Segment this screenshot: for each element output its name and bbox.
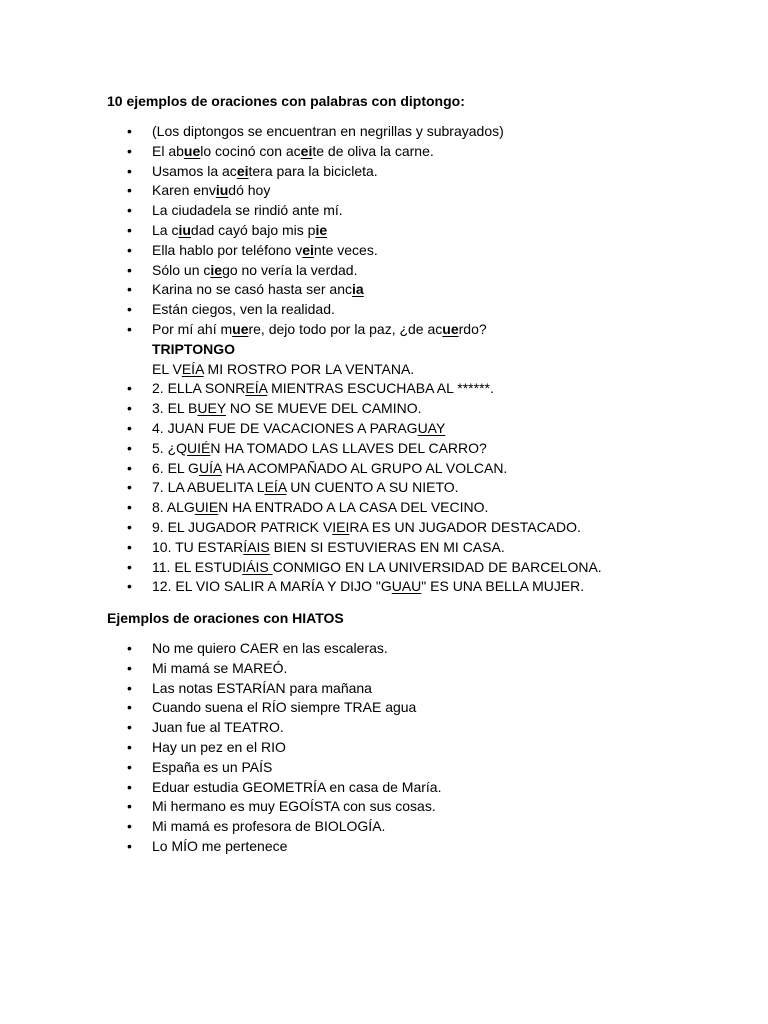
text-segment: EL V [152,360,182,377]
text-segment: 11. EL ESTUD [152,558,243,575]
text-segment: 3. EL B [152,400,198,417]
text-segment: (Los diptongos se encuentran en negrillas y subrayados) [152,123,504,139]
triptongo-item [152,497,488,517]
triptongo-item [152,438,487,458]
text-segment: 10. TU ESTAR [152,538,244,555]
diptongo-item [152,200,343,220]
diptongo-item [152,240,378,260]
bullet-marker: • [127,659,132,676]
hiatos-title: Ejemplos de oraciones con HIATOS [107,610,344,626]
text-segment: UN CUENTO A SU NIETO. [286,479,459,496]
highlighted-segment: UIE [194,499,219,516]
bullet-marker: • [127,798,132,815]
text-segment: dó hoy [228,182,271,199]
triptongo-item-first [152,359,414,379]
bullet-marker: • [127,182,132,199]
highlighted-segment: ÍAIS [243,538,270,555]
bullet-marker: • [127,241,132,258]
bullet-marker: • [127,439,132,456]
highlighted-segment: UEY [197,400,226,417]
bullet-marker: • [127,719,132,736]
triptongo-item [152,537,505,557]
bullet-marker: • [127,640,132,656]
text-segment: 8. ALG [152,499,195,516]
hiato-item: Juan fue al TEATRO. [152,719,284,736]
highlighted-segment: ue [183,142,201,159]
bullet-marker: • [127,162,132,179]
diptongo-item [152,121,504,141]
bullet-marker: • [127,301,132,318]
text-segment: Sólo un c [152,261,211,278]
diptongo-item [152,180,270,200]
highlighted-segment: IÁIS [242,558,273,575]
hiato-item: Hay un pez en el RIO [152,739,286,755]
text-segment: 6. EL G [152,459,199,476]
bullet-marker: • [127,202,132,219]
text-segment: 7. LA ABUELITA L [152,479,265,496]
triptongo-item [152,557,602,577]
text-segment: lo cocinó con ac [200,142,301,159]
highlighted-segment: EÍA [264,479,287,496]
bullet-marker: • [127,281,132,298]
highlighted-segment: UAY [417,420,446,436]
hiato-item: Lo MÍO me pertenece [152,838,288,854]
triptongo-item [152,576,584,596]
text-segment: " ES UNA BELLA MUJER. [421,578,585,595]
text-segment: MI ROSTRO POR LA VENTANA. [203,360,415,377]
triptongo-item [152,418,445,438]
bullet-marker: • [127,123,132,139]
highlighted-segment: iu [215,182,229,199]
text-segment: rdo? [458,321,487,337]
bullet-marker: • [127,679,132,696]
text-segment: go no vería la verdad. [222,261,358,278]
text-segment: N HA TOMADO LAS LLAVES DEL CARRO? [210,439,487,456]
bullet-marker: • [127,519,132,535]
text-segment: RA ES UN JUGADOR DESTACADO. [349,519,581,535]
bullet-marker: • [127,142,132,159]
triptongo-heading: TRIPTONGO [152,340,235,357]
text-segment: Están ciegos, ven la realidad. [152,301,335,318]
diptongo-item [152,220,327,240]
text-segment: 5. ¿Q [152,439,188,456]
text-segment: N HA ENTRADO A LA CASA DEL VECINO. [218,499,489,516]
hiato-item: Cuando suena el RÍO siempre TRAE agua [152,699,417,716]
highlighted-segment: iu [178,222,191,238]
highlighted-segment: UÍA [198,459,222,476]
text-segment: HA ACOMPAÑADO AL GRUPO AL VOLCAN. [221,459,508,476]
text-segment: 9. EL JUGADOR PATRICK V [152,519,333,535]
bullet-marker: • [127,380,132,397]
text-segment: NO SE MUEVE DEL CAMINO. [225,400,422,417]
highlighted-segment: ue [232,321,249,337]
bullet-marker: • [127,578,132,595]
text-segment: El ab [152,142,184,159]
highlighted-segment: IEI [332,519,350,535]
text-segment: La ciudadela se rindió ante mí. [152,202,343,219]
diptongo-item [152,260,357,280]
triptongo-item [152,378,494,398]
bullet-marker: • [127,538,132,555]
triptongo-item [152,517,581,537]
bullet-marker: • [127,400,132,417]
bullet-marker: • [127,558,132,575]
highlighted-segment: ia [352,281,364,298]
hiato-item: Mi mamá se MAREÓ. [152,659,288,676]
hiato-item: España es un PAÍS [152,758,273,775]
triptongo-item [152,458,507,478]
hiato-item: Las notas ESTARÍAN para mañana [152,679,372,696]
diptongo-item [152,279,364,299]
bullet-marker: • [127,222,132,238]
text-segment: nte veces. [313,241,378,258]
highlighted-segment: UAU [391,578,422,595]
diptongo-title: 10 ejemplos de oraciones con palabras con diptongo: [107,93,465,109]
text-segment: Karen env [152,182,216,199]
highlighted-segment: EÍA [245,380,268,397]
highlighted-segment: ie [210,261,223,278]
highlighted-segment: ue [442,321,459,337]
bullet-marker: • [127,699,132,716]
bullet-marker: • [127,479,132,496]
bullet-marker: • [127,499,132,516]
bullet-marker: • [127,778,132,795]
triptongo-item [152,398,421,418]
text-segment: BIEN SI ESTUVIERAS EN MI CASA. [269,538,505,555]
bullet-marker: • [127,321,132,337]
diptongo-item [152,161,378,181]
highlighted-segment: UIÉ [187,439,211,456]
text-segment: 2. ELLA SONR [152,380,246,397]
text-segment: 4. JUAN FUE DE VACACIONES A PARAG [152,420,418,436]
highlighted-segment: ei [236,162,249,179]
bullet-marker: • [127,459,132,476]
diptongo-item [152,299,335,319]
hiato-item: No me quiero CAER en las escaleras. [152,640,388,656]
bullet-marker: • [127,739,132,755]
text-segment: tera para la bicicleta. [248,162,378,179]
text-segment: Usamos la ac [152,162,237,179]
text-segment: te de oliva la carne. [312,142,434,159]
bullet-marker: • [127,818,132,835]
diptongo-item [152,141,434,161]
triptongo-item [152,477,459,497]
diptongo-item [152,319,487,339]
highlighted-segment: ei [300,142,313,159]
bullet-marker: • [127,838,132,854]
text-segment: 12. EL VIO SALIR A MARÍA Y DIJO "G [152,578,392,595]
text-segment: Karina no se casó hasta ser anc [152,281,353,298]
text-segment: re, dejo todo por la paz, ¿de ac [248,321,443,337]
hiato-item: Mi hermano es muy EGOÍSTA con sus cosas. [152,798,436,815]
bullet-marker: • [127,420,132,436]
text-segment: Ella hablo por teléfono v [152,241,303,258]
text-segment: Por mí ahí m [152,321,233,337]
text-segment: MIENTRAS ESCUCHABA AL ******. [267,380,494,397]
highlighted-segment: ei [302,241,314,258]
hiato-item: Mi mamá es profesora de BIOLOGÍA. [152,818,386,835]
highlighted-segment: ie [315,222,328,238]
hiato-item: Eduar estudia GEOMETRÍA en casa de María. [152,778,442,795]
text-segment: CONMIGO EN LA UNIVERSIDAD DE BARCELONA. [272,558,602,575]
highlighted-segment: EÍA [181,360,204,377]
text-segment: La c [152,222,179,238]
bullet-marker: • [127,758,132,775]
text-segment: dad cayó bajo mis p [190,222,316,238]
bullet-marker: • [127,261,132,278]
